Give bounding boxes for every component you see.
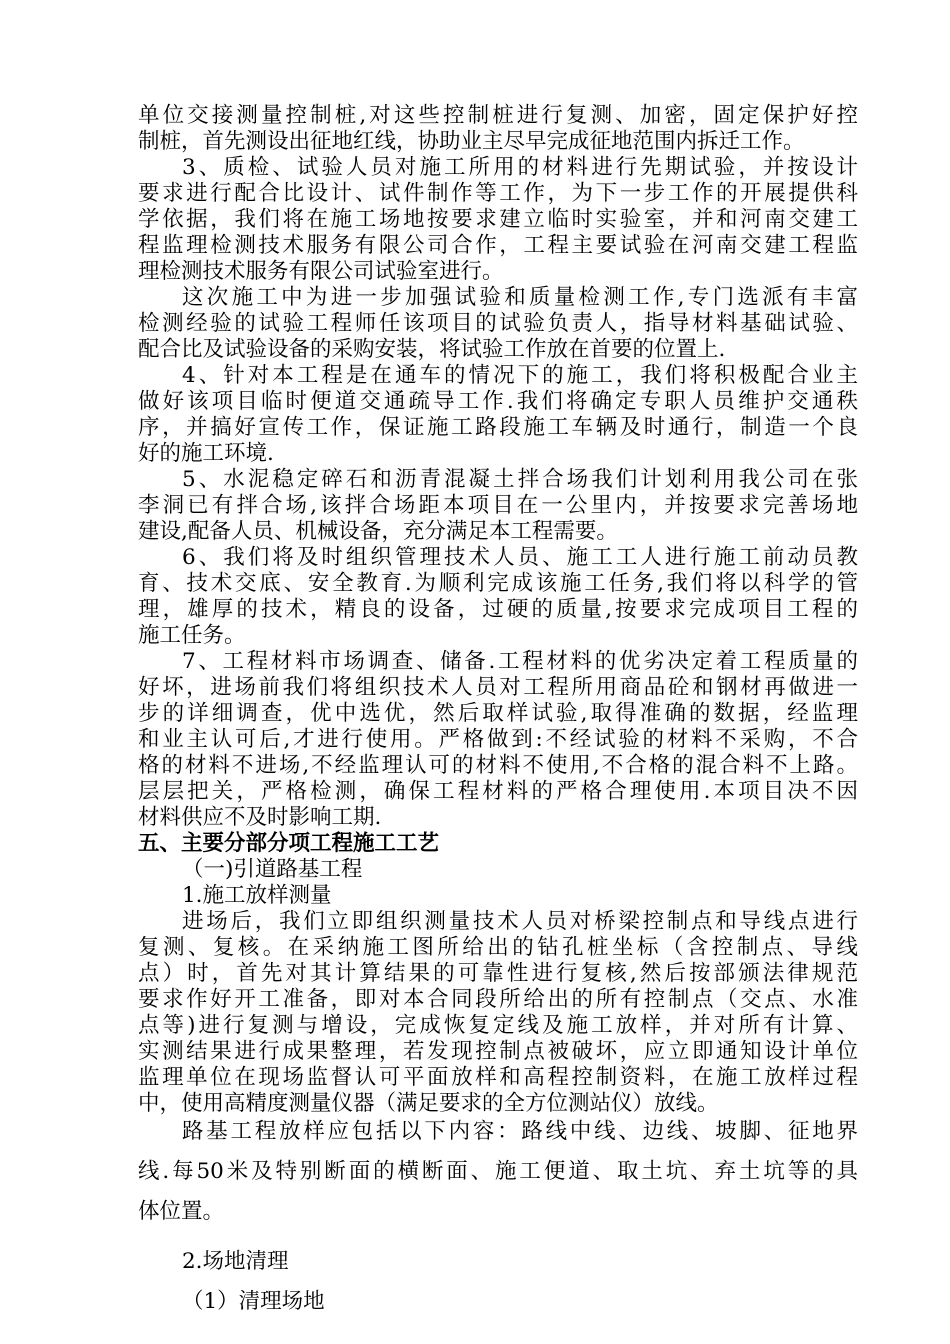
section-heading: 五、主要分部分项工程施工工艺 <box>138 831 440 856</box>
text-line: 做好该项目临时便道交通疏导工作.我们将确定专职人员维护交通秩 <box>138 389 858 414</box>
text-line: 7、工程材料市场调查、储备.工程材料的优劣决定着工程质量的 <box>182 649 858 674</box>
text-line: 进场后，我们立即组织测量技术人员对桥梁控制点和导线点进行 <box>182 909 858 934</box>
text-line: 李洞已有拌合场,该拌合场距本项目在一公里内，并按要求完善场地 <box>138 493 858 518</box>
text-line: 要求作好开工准备，即对本合同段所给出的所有控制点（交点、水准 <box>138 987 858 1012</box>
text-line: 检测经验的试验工程师任该项目的试验负责人，指导材料基础试验、 <box>138 311 858 336</box>
text-line: 线.每50米及特别断面的横断面、施工便道、取土坑、弃土坑等的具 <box>138 1159 858 1184</box>
text-line: 单位交接测量控制桩,对这些控制桩进行复测、加密，固定保护好控 <box>138 103 858 128</box>
text-line: 格的材料不进场,不经监理认可的材料不使用,不合格的混合料不上路。 <box>138 753 858 778</box>
text-line: 监理单位在现场监督认可平面放样和高程控制资料，在施工放样过程 <box>138 1065 858 1090</box>
text-line: 这次施工中为进一步加强试验和质量检测工作,专门选派有丰富 <box>182 285 858 310</box>
text-line: 点等)进行复测与增设，完成恢复定线及施工放样，并对所有计算、 <box>138 1013 858 1038</box>
text-line: 程监理检测技术服务有限公司合作，工程主要试验在河南交建工程监 <box>138 233 858 258</box>
text-line: 3、质检、试验人员对施工所用的材料进行先期试验，并按设计 <box>182 155 858 180</box>
text-line: 层层把关，严格检测，确保工程材料的严格合理使用.本项目决不因 <box>138 779 858 804</box>
text-line: 材料供应不及时影响工期. <box>138 805 382 830</box>
text-line: 理，雄厚的技术，精良的设备，过硬的质量,按要求完成项目工程的 <box>138 597 858 622</box>
text-line: 育、技术交底、安全教育.为顺利完成该施工任务,我们将以科学的管 <box>138 571 858 596</box>
text-line: 实测结果进行成果整理，若发现控制点被破坏，应立即通知设计单位 <box>138 1039 858 1064</box>
text-line: 6、我们将及时组织管理技术人员、施工工人进行施工前动员教 <box>182 545 858 570</box>
text-line: 建设,配备人员、机械设备，充分满足本工程需要。 <box>138 519 618 544</box>
text-line: 要求进行配合比设计、试件制作等工作，为下一步工作的开展提供科 <box>138 181 858 206</box>
text-line: 和业主认可后,才进行使用。严格做到:不经试验的材料不采购，不合 <box>138 727 858 752</box>
text-line: 4、针对本工程是在通车的情况下的施工，我们将积极配合业主 <box>182 363 858 388</box>
text-line: 施工任务。 <box>138 623 246 648</box>
text-line: 步的详细调查，优中选优，然后取样试验,取得准确的数据，经监理 <box>138 701 858 726</box>
text-line: 学依据，我们将在施工场地按要求建立临时实验室，并和河南交建工 <box>138 207 858 232</box>
text-line: 复测、复核。在采纳施工图所给出的钻孔桩坐标（含控制点、导线 <box>138 935 858 960</box>
text-line: 配合比及试验设备的采购安装，将试验工作放在首要的位置上. <box>138 337 726 362</box>
text-line: 体位置。 <box>138 1199 225 1224</box>
text-line: 制桩，首先测设出征地红线，协助业主尽早完成征地范围内拆迁工作。 <box>138 129 805 154</box>
text-line: （1）清理场地 <box>182 1289 325 1314</box>
text-line: 好坏，进场前我们将组织技术人员对工程所用商品砼和钢材再做进一 <box>138 675 858 700</box>
text-line: 点）时，首先对其计算结果的可靠性进行复核,然后按部颁法律规范 <box>138 961 858 986</box>
text-line: 2.场地清理 <box>182 1249 289 1274</box>
text-line: 好的施工环境. <box>138 441 274 466</box>
text-line: （一)引道路基工程 <box>182 857 363 882</box>
text-line: 1.施工放样测量 <box>182 883 332 908</box>
text-line: 中，使用高精度测量仪器（满足要求的全方位测站仪）放线。 <box>138 1091 719 1116</box>
text-line: 理检测技术服务有限公司试验室进行。 <box>138 259 504 284</box>
text-line: 路基工程放样应包括以下内容：路线中线、边线、坡脚、征地界 <box>182 1119 858 1144</box>
text-line: 5、水泥稳定碎石和沥青混凝土拌合场我们计划利用我公司在张 <box>182 467 858 492</box>
text-line: 序，并搞好宣传工作，保证施工路段施工车辆及时通行，制造一个良 <box>138 415 858 440</box>
